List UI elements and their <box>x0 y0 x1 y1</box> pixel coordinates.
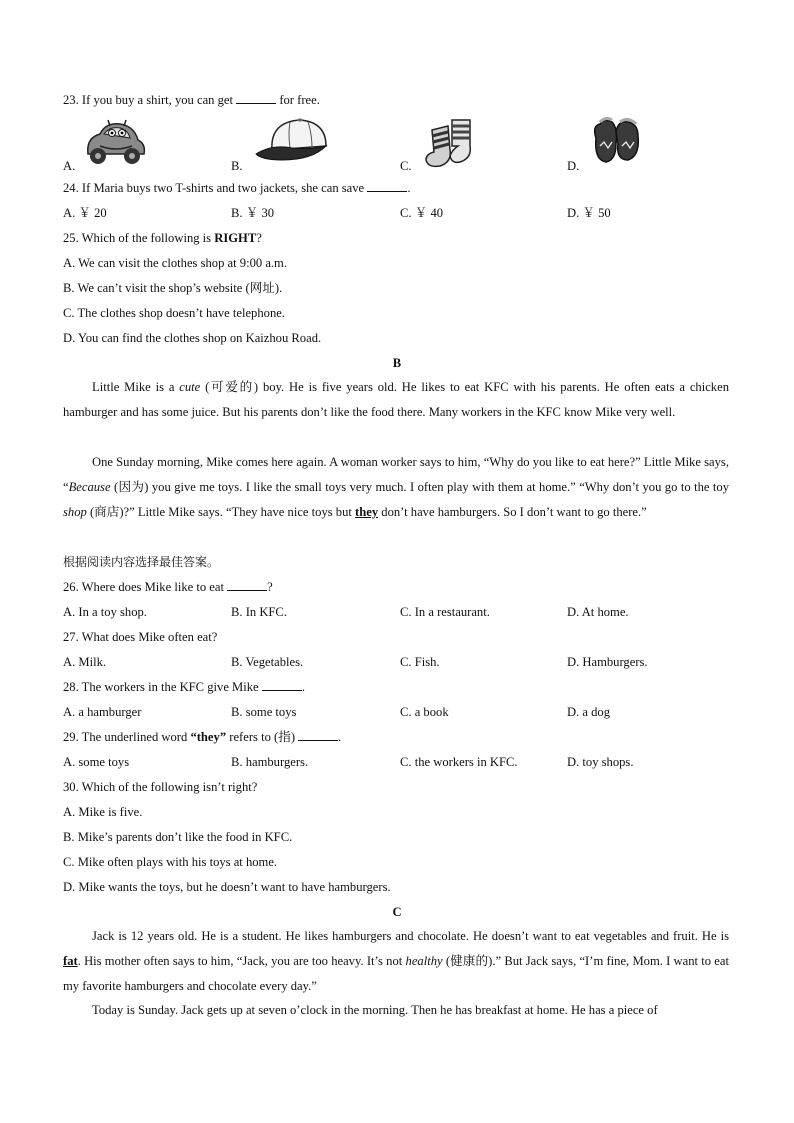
stem-text: Which of the following is <box>81 231 212 245</box>
cap-icon <box>252 116 332 166</box>
option-letter: B. <box>231 159 243 173</box>
section-b-paragraph-2: One Sunday morning, Mike comes here again. A woman worker says to him, “Why do you like to eat here?” Little Mike says, “Because (因为) you give me toys. I like the small toys very much. I often play with them at home.” “Why don’t you go to the toy shop (商店)?” Little Mike says. “They have nice toys but they don’t have hamburgers. So I don’t want to go there.” <box>63 455 729 519</box>
instruction-text: 根据阅读内容选择最佳答案。 <box>63 555 220 569</box>
question-number: 25. <box>63 231 79 245</box>
q25-option-b[interactable]: B. We can’t visit the shop’s website (网址). <box>63 281 283 295</box>
option-letter: A. <box>63 159 76 173</box>
question-24-stem: 24. If Maria buys two T-shirts and two jackets, she can save . <box>63 181 411 195</box>
answer-blank[interactable] <box>262 679 302 691</box>
section-c-title: C <box>392 905 402 919</box>
question-28-stem: 28. The workers in the KFC give Mike . <box>63 680 305 694</box>
section-c-paragraph-2: Today is Sunday. Jack gets up at seven o’clock in the morning. Then he has breakfast at home. He has a piece of <box>92 1003 658 1017</box>
toy-car-icon <box>80 116 150 168</box>
q26-option-c[interactable]: C. In a restaurant. <box>400 605 490 619</box>
q30-option-b[interactable]: B. Mike’s parents don’t like the food in KFC. <box>63 830 293 844</box>
q29-option-d[interactable]: D. toy shops. <box>567 755 634 769</box>
stem-text: If you buy a shirt, you can get <box>81 93 233 107</box>
q26-option-a[interactable]: A. In a toy shop. <box>63 605 147 619</box>
q23-option-a[interactable] <box>63 158 75 174</box>
question-26-stem: 26. Where does Mike like to eat ? <box>63 580 273 594</box>
question-29-stem: 29. The underlined word “they” refers to (指) . <box>63 730 342 744</box>
q23-option-d[interactable] <box>567 158 579 174</box>
question-number: 23. <box>63 93 79 107</box>
q28-option-a[interactable]: A. a hamburger <box>63 705 142 719</box>
q29-option-c[interactable]: C. the workers in KFC. <box>400 755 518 769</box>
underlined-word: they <box>355 505 379 519</box>
answer-blank[interactable] <box>367 180 407 192</box>
emphasis-word: “they” <box>190 730 227 744</box>
stem-text: ? <box>256 231 262 245</box>
q30-option-a[interactable]: A. Mike is five. <box>63 805 143 819</box>
q24-option-d[interactable]: D. ￥ 50 <box>567 206 611 220</box>
q24-option-c[interactable]: C. ￥ 40 <box>400 206 444 220</box>
vocab-word: shop <box>63 505 87 519</box>
q23-option-c[interactable] <box>400 158 412 174</box>
socks-icon <box>418 116 480 170</box>
answer-blank[interactable] <box>298 729 338 741</box>
section-b-title: B <box>392 356 402 370</box>
q26-option-b[interactable]: B. In KFC. <box>231 605 287 619</box>
question-25-stem <box>63 230 262 246</box>
stem-text: If Maria buys two T-shirts and two jackets, she can save <box>81 181 365 195</box>
section-c-paragraph-1: Jack is 12 years old. He is a student. He likes hamburgers and chocolate. He doesn’t want to eat vegetables and fruit. He is fat. His mother often says to him, “Jack, you are too heavy. It’s not healthy (健康的).” But Jack says, “I’m fine, Mom. I want to eat my favorite hamburgers and chocolate every day.” <box>63 929 729 993</box>
question-27-stem: 27. What does Mike often eat? <box>63 630 218 644</box>
question-number: 24. <box>63 181 79 195</box>
q30-option-d[interactable]: D. Mike wants the toys, but he doesn’t want to have hamburgers. <box>63 880 391 894</box>
mittens-icon <box>588 116 644 166</box>
option-letter: C. <box>400 159 412 173</box>
q27-option-a[interactable]: A. Milk. <box>63 655 107 669</box>
emphasis-word: RIGHT <box>214 231 257 245</box>
q25-option-d[interactable]: D. You can find the clothes shop on Kaizhou Road. <box>63 331 322 345</box>
q28-option-d[interactable]: D. a dog <box>567 705 611 719</box>
question-30-stem: 30. Which of the following isn’t right? <box>63 780 258 794</box>
answer-blank[interactable] <box>227 579 267 591</box>
q28-option-b[interactable]: B. some toys <box>231 705 297 719</box>
q24-option-b[interactable]: B. ￥ 30 <box>231 206 275 220</box>
stem-text: for free. <box>279 93 320 107</box>
q27-option-d[interactable]: D. Hamburgers. <box>567 655 648 669</box>
q24-option-a[interactable]: A. ￥ 20 <box>63 206 107 220</box>
q23-option-b[interactable] <box>231 158 243 174</box>
question-23-stem <box>63 92 320 108</box>
vocab-word: healthy <box>405 954 443 968</box>
vocab-word: cute <box>179 380 201 394</box>
underlined-word: fat <box>63 954 78 968</box>
answer-blank[interactable] <box>236 92 276 104</box>
q29-option-b[interactable]: B. hamburgers. <box>231 755 309 769</box>
q25-option-c[interactable]: C. The clothes shop doesn’t have telephone. <box>63 306 285 320</box>
q29-option-a[interactable]: A. some toys <box>63 755 130 769</box>
section-b-paragraph-1: Little Mike is a cute (可爱的) boy. He is five years old. He likes to eat KFC with his parents. He often eats a chicken hamburger and has some juice. But his parents don’t like the food there. Many workers in the KFC know Mike very well. <box>63 380 729 419</box>
vocab-word: Because <box>68 480 111 494</box>
q26-option-d[interactable]: D. At home. <box>567 605 629 619</box>
q27-option-c[interactable]: C. Fish. <box>400 655 440 669</box>
q25-option-a[interactable]: A. We can visit the clothes shop at 9:00 a.m. <box>63 256 287 270</box>
q27-option-b[interactable]: B. Vegetables. <box>231 655 304 669</box>
q28-option-c[interactable]: C. a book <box>400 705 449 719</box>
option-letter: D. <box>567 159 580 173</box>
q30-option-c[interactable]: C. Mike often plays with his toys at home. <box>63 855 278 869</box>
